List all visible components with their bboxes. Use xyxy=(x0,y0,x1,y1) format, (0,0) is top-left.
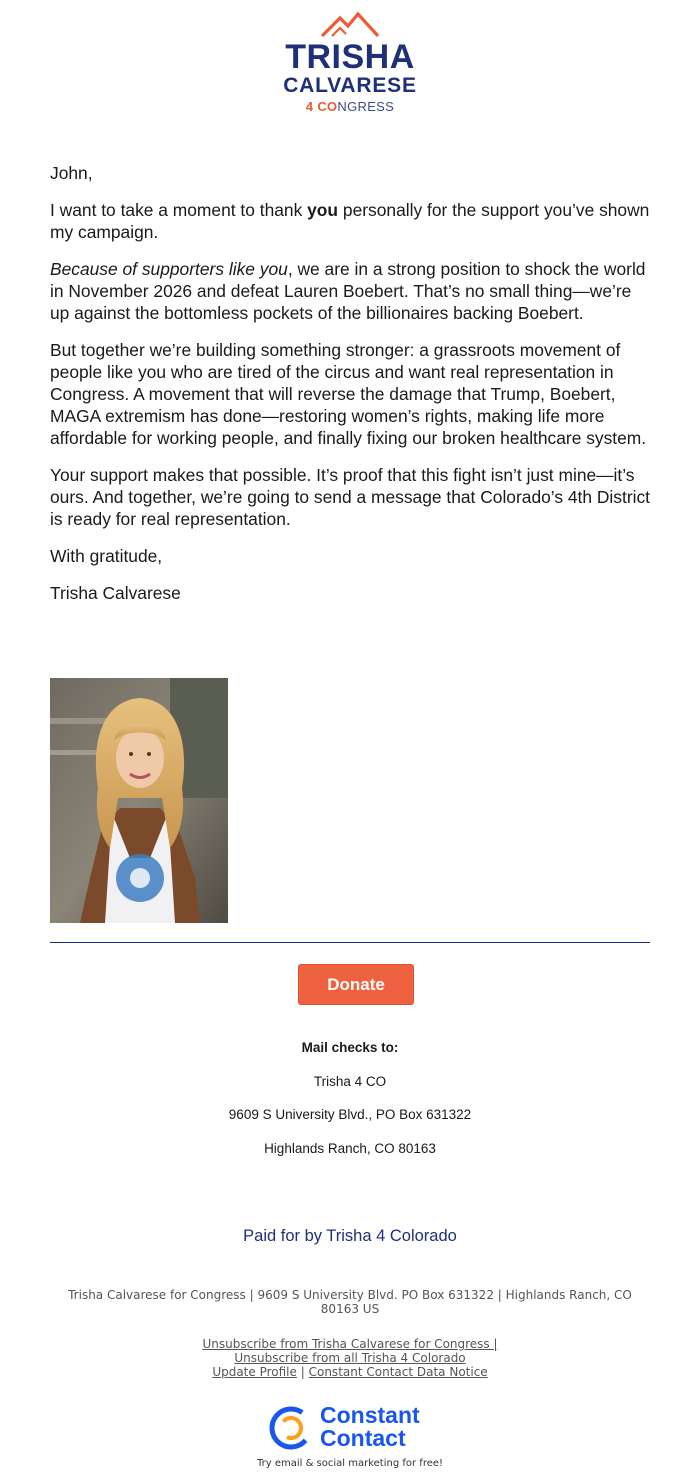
paragraph-1-end: personally for the support you’ve shown my campaign. xyxy=(50,200,650,242)
paragraph-2 xyxy=(50,258,650,324)
paragraph-2-rest: , we are in a strong position to shock the world in November 2026 and defeat Lauren Boebert. That’s no small thing—we’re up against the bottomless pockets of the billionaires backing Boebert. xyxy=(50,259,646,323)
greeting: John, xyxy=(50,163,93,183)
paragraph-1-bold: you xyxy=(307,200,339,220)
unsubscribe-org-link[interactable]: Unsubscribe from Trisha Calvarese for Congress | xyxy=(202,1337,498,1351)
signature: Trisha Calvarese xyxy=(50,583,181,603)
update-profile-link[interactable]: Update Profile xyxy=(212,1365,297,1379)
paragraph-1 xyxy=(50,199,650,243)
logo-tagline-rest: NGRESS xyxy=(337,99,395,114)
letter-body xyxy=(50,162,650,619)
footer-links xyxy=(60,1337,640,1379)
logo-first-name: TRISHA xyxy=(285,38,415,76)
unsubscribe-all-link[interactable]: Unsubscribe from all Trisha 4 Colorado xyxy=(234,1351,466,1365)
campaign-logo xyxy=(0,10,700,114)
data-notice-link[interactable]: Constant Contact Data Notice xyxy=(308,1365,488,1379)
logo-last-name: CALVARESE xyxy=(283,74,417,97)
mail-checks-heading: Mail checks to: xyxy=(301,1040,399,1055)
paragraph-2-italic: Because of supporters like you xyxy=(50,259,288,279)
closing: With gratitude, xyxy=(50,546,163,566)
paragraph-4: Your support makes that possible. It’s proof that this fight isn’t just mine—it’s ours. And together, we’re going to send a message that Colorado’s 4th District is ready for real representation. xyxy=(50,465,651,529)
logo-tagline xyxy=(0,99,700,114)
candidate-photo xyxy=(50,678,228,923)
constant-contact-logo[interactable] xyxy=(268,1404,438,1452)
constant-contact-line1: Constant xyxy=(320,1402,420,1428)
donate-button[interactable]: Donate xyxy=(298,964,414,1005)
mail-line-3: Highlands Ranch, CO 80163 xyxy=(264,1141,436,1156)
logo-tagline-accent: 4 CO xyxy=(305,99,338,114)
mountain-icon xyxy=(318,10,382,38)
constant-contact-line2: Contact xyxy=(320,1425,406,1451)
paragraph-1-start: I want to take a moment to thank xyxy=(50,200,308,220)
constant-contact-name xyxy=(320,1404,420,1450)
constant-contact-icon xyxy=(268,1405,314,1451)
mail-line-2: 9609 S University Blvd., PO Box 631322 xyxy=(228,1107,472,1122)
paragraph-3: But together we’re building something stronger: a grassroots movement of people like you who are tired of the circus and want real representation in Congress. A movement that will reverse the damage that Trump, Boebert, MAGA extremism has done—restoring women’s rights, making life more affordable for working people, and finally fixing our broken healthcare system. xyxy=(50,340,647,448)
mail-line-1: Trisha 4 CO xyxy=(313,1074,387,1089)
paid-for-disclaimer: Paid for by Trisha 4 Colorado xyxy=(243,1227,457,1245)
footer-address: Trisha Calvarese for Congress | 9609 S University Blvd. PO Box 631322 | Highlands Ranch, CO 80163 US xyxy=(68,1288,632,1316)
constant-contact-tagline[interactable]: Try email & social marketing for free! xyxy=(256,1458,444,1469)
footer-separator: | xyxy=(300,1365,305,1379)
divider xyxy=(50,942,650,943)
